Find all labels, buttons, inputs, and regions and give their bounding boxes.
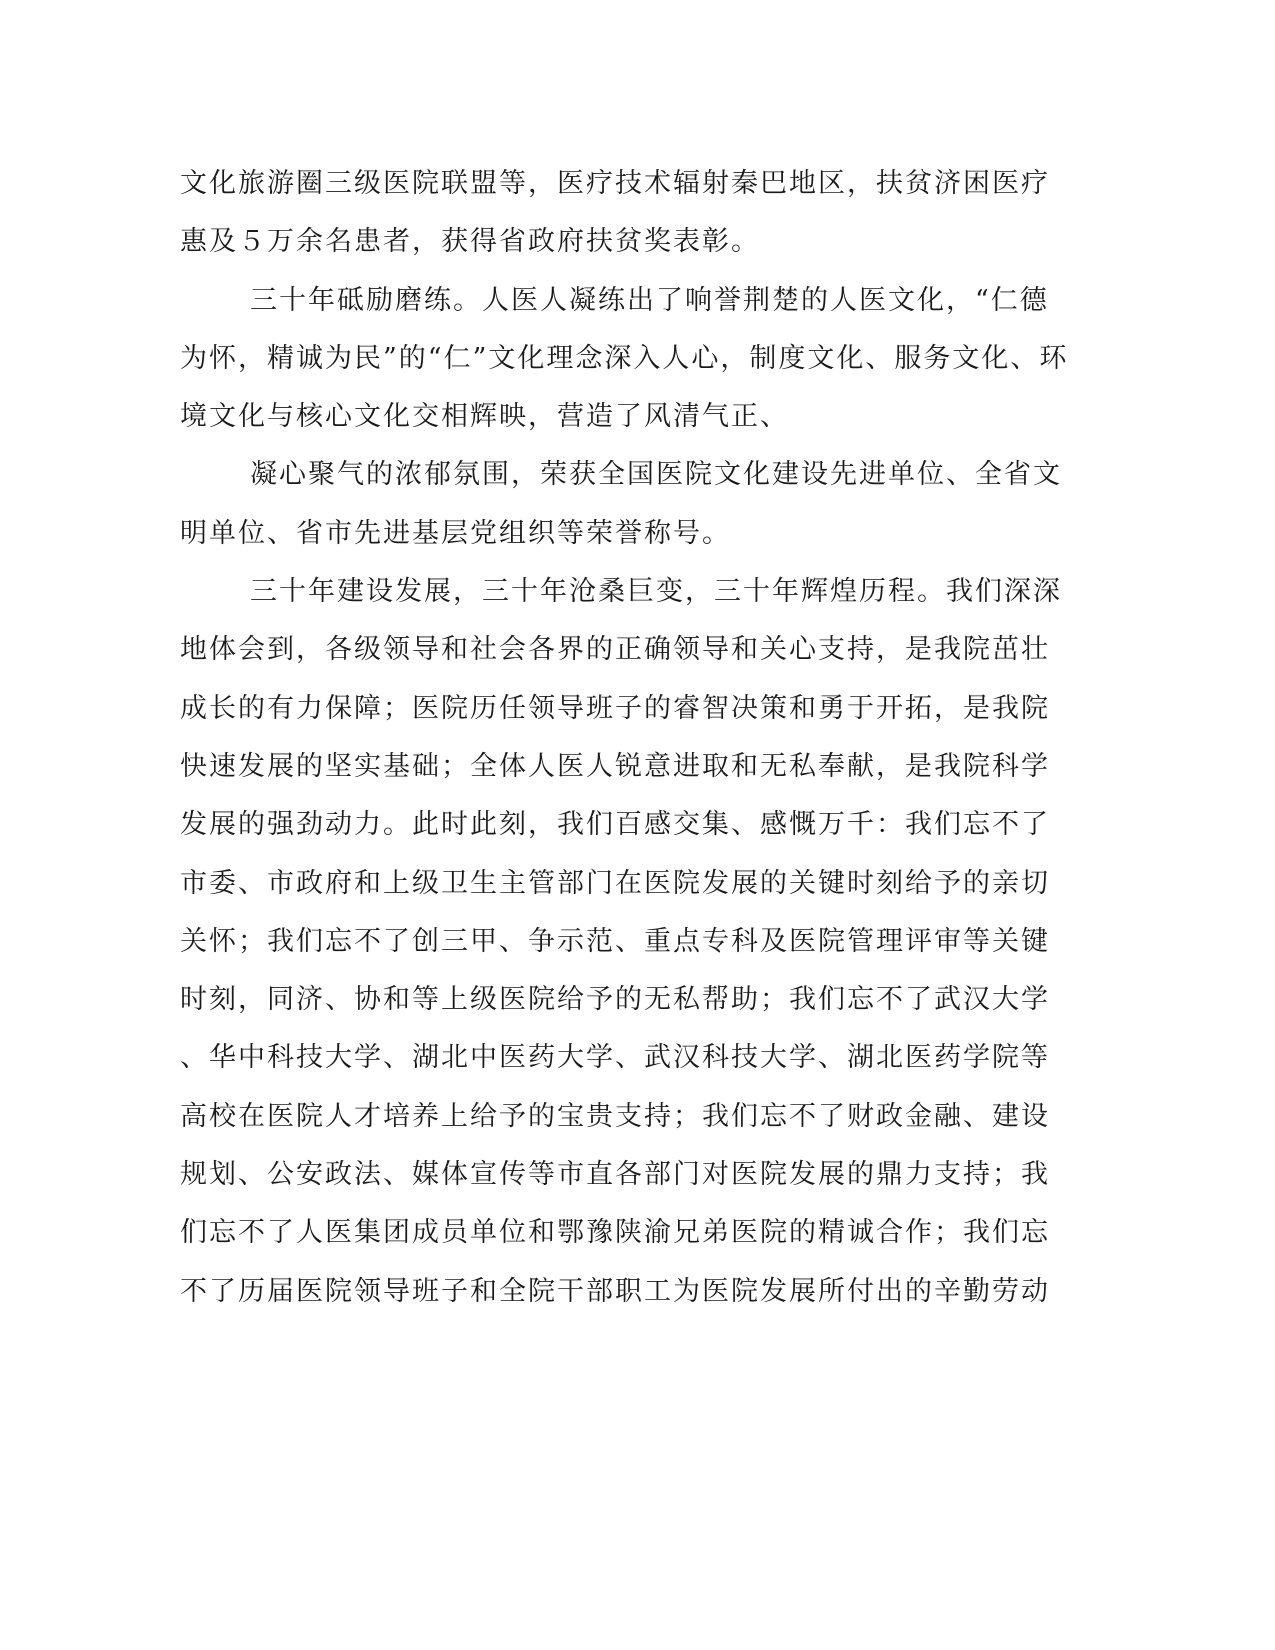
text-line: 为怀，精诚为民”的“仁”文化理念深入人心，制度文化、服务文化、环	[180, 342, 1069, 374]
paragraph-start-line: 三十年砥励磨练。人医人凝练出了响誉荆楚的人医文化，“仁德	[250, 284, 1049, 316]
body-text	[180, 155, 1069, 1321]
text-line: 惠及５万余名患者，获得省政府扶贫奖表彰。	[180, 226, 760, 258]
text-line: 不了历届医院领导班子和全院干部职工为医院发展所付出的辛勤劳动	[180, 1275, 1050, 1307]
paragraph-start-line: 三十年建设发展，三十年沧桑巨变，三十年辉煌历程。我们深深	[250, 576, 1062, 608]
text-line: 明单位、省市先进基层党组织等荣誉称号。	[180, 517, 731, 549]
text-line: 、华中科技大学、湖北中医药大学、武汉科技大学、湖北医药学院等	[180, 1042, 1050, 1074]
text-line: 规划、公安政法、媒体宣传等市直各部门对医院发展的鼎力支持；我	[180, 1159, 1050, 1191]
text-line: 市委、市政府和上级卫生主管部门在医院发展的关键时刻给予的亲切	[180, 867, 1050, 899]
paragraph-start-line: 凝心聚气的浓郁氛围，荣获全国医院文化建设先进单位、全省文	[250, 459, 1062, 491]
text-line: 地体会到，各级领导和社会各界的正确领导和关心支持，是我院茁壮	[180, 634, 1050, 666]
text-line: 发展的强劲动力。此时此刻，我们百感交集、感慨万千：我们忘不了	[180, 809, 1050, 841]
text-line: 快速发展的坚实基础；全体人医人锐意进取和无私奉献，是我院科学	[180, 750, 1050, 782]
text-line: 时刻，同济、协和等上级医院给予的无私帮助；我们忘不了武汉大学	[180, 984, 1050, 1016]
text-line: 成长的有力保障；医院历任领导班子的睿智决策和勇于开拓，是我院	[180, 692, 1050, 724]
text-line: 关怀；我们忘不了创三甲、争示范、重点专科及医院管理评审等关键	[180, 925, 1050, 957]
text-line: 文化旅游圈三级医院联盟等，医疗技术辐射秦巴地区，扶贫济困医疗	[180, 168, 1050, 199]
text-line: 高校在医院人才培养上给予的宝贵支持；我们忘不了财政金融、建设	[180, 1100, 1050, 1132]
text-line: 们忘不了人医集团成员单位和鄂豫陕渝兄弟医院的精诚合作；我们忘	[180, 1217, 1050, 1249]
text-line: 境文化与核心文化交相辉映，营造了风清气正、	[180, 401, 789, 433]
